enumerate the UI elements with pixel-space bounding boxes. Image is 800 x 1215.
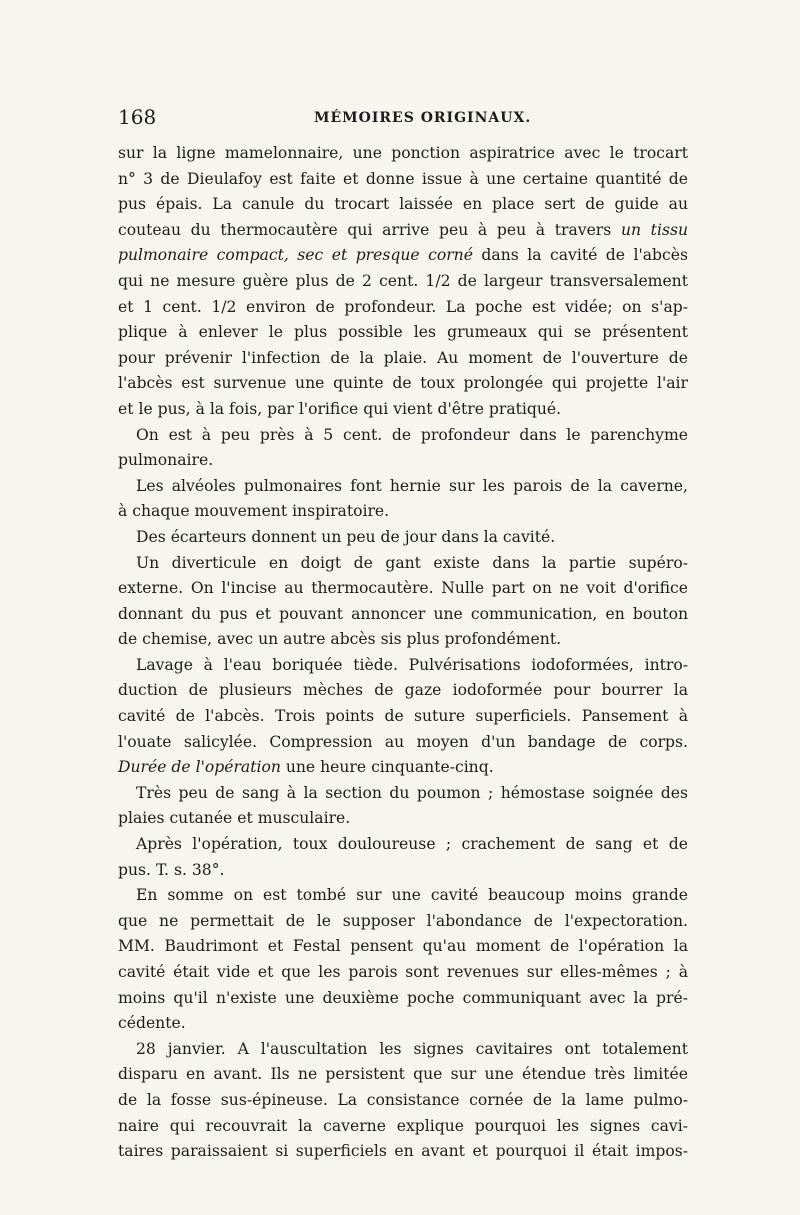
text-line: qui ne mesure guère plus de 2 cent. 1/2 de largeur transversalement (118, 271, 688, 290)
text-line: Un diverticule en doigt de gant existe dans la partie supéro- (136, 553, 688, 572)
text-line: et 1 cent. 1/2 environ de profondeur. La poche est vidée; on s'ap- (118, 297, 688, 316)
text-line: externe. On l'incise au thermocautère. Nulle part on ne voit d'orifice (118, 579, 688, 598)
text-fragment: couteau du thermocautère qui arrive peu à peu à travers (118, 220, 621, 239)
text-line (118, 755, 688, 781)
text-line: Lavage à l'eau boriquée tiède. Pulvérisations iodoformées, intro- (136, 655, 688, 674)
text-line: cédente. (118, 1014, 186, 1033)
text-line: Des écarteurs donnent un peu de jour dans la cavité. (136, 527, 556, 546)
text-line: pour prévenir l'infection de la plaie. Au moment de l'ouverture de (118, 348, 688, 367)
text-line: et le pus, à la fois, par l'orifice qui vient d'être pratiqué. (118, 399, 562, 418)
text-line: Après l'opération, toux douloureuse ; crachement de sang et de (136, 835, 688, 854)
text-line: de chemise, avec un autre abcès sis plus profondément. (118, 630, 562, 649)
text-line: que ne permettait de le supposer l'abondance de l'expectoration. (118, 911, 688, 930)
text-line (118, 218, 688, 244)
text-line: plaies cutanée et musculaire. (118, 809, 351, 828)
text-line: duction de plusieurs mèches de gaze iodoformée pour bourrer la (118, 681, 688, 700)
italic-fragment: un tissu (620, 220, 688, 239)
text-line: pus épais. La canule du trocart laissée en place sert de guide au (118, 195, 688, 214)
text-line: MM. Baudrimont et Festal pensent qu'au moment de l'opération la (118, 937, 688, 956)
text-line (118, 243, 688, 269)
text-line: naire qui recouvrait la caverne explique pourquoi les signes cavi- (118, 1116, 688, 1135)
text-line: l'ouate salicylée. Compression au moyen d'un bandage de corps. (118, 732, 688, 751)
italic-fragment: Durée de l'opération (118, 758, 281, 777)
text-line: disparu en avant. Ils ne persistent que sur une étendue très limitée (118, 1065, 688, 1084)
text-line: moins qu'il n'existe une deuxième poche communiquant avec la pré- (118, 988, 688, 1007)
text-line: En somme on est tombé sur une cavité beaucoup moins grande (136, 886, 688, 905)
text-line: de la fosse sus-épineuse. La consistance cornée de la lame pulmo- (118, 1090, 688, 1109)
text-line: n° 3 de Dieulafoy est faite et donne issue à une certaine quantité de (118, 169, 688, 188)
text-line: Très peu de sang à la section du poumon ; hémostase soignée des (136, 783, 688, 802)
header-title: MÉMOIRES ORIGINAUX. (314, 110, 532, 126)
text-line: pulmonaire. (118, 451, 214, 470)
italic-fragment: pulmonaire compact, sec et presque corné (118, 246, 473, 265)
page-number: 168 (118, 105, 157, 129)
text-line: cavité de l'abcès. Trois points de suture superficiels. Pansement à (118, 707, 688, 726)
text-line: On est à peu près à 5 cent. de profondeur dans le parenchyme (136, 425, 688, 444)
text-line: pus. T. s. 38°. (118, 860, 225, 879)
text-line: 28 janvier. A l'auscultation les signes cavitaires ont totalement (136, 1039, 688, 1058)
text-line: cavité était vide et que les parois sont revenues sur elles-mêmes ; à (118, 963, 688, 981)
text-line: à chaque mouvement inspiratoire. (118, 502, 390, 521)
text-line: Les alvéoles pulmonaires font hernie sur les parois de la caverne, (136, 476, 688, 495)
text-line: plique à enlever le plus possible les grumeaux qui se présentent (118, 323, 688, 342)
text-fragment: une heure cinquante-cinq. (280, 758, 494, 777)
running-head (118, 104, 698, 130)
text-line: l'abcès est survenue une quinte de toux prolongée qui projette l'air (118, 374, 688, 393)
text-line: sur la ligne mamelonnaire, une ponction aspiratrice avec le trocart (118, 144, 688, 162)
text-line: taires paraissaient si superficiels en avant et pourquoi il était impos- (118, 1142, 688, 1161)
text-fragment: dans la cavité de l'abcès (472, 246, 688, 265)
body-text (118, 141, 688, 1165)
text-line: donnant du pus et pouvant annoncer une communication, en bouton (118, 604, 688, 623)
